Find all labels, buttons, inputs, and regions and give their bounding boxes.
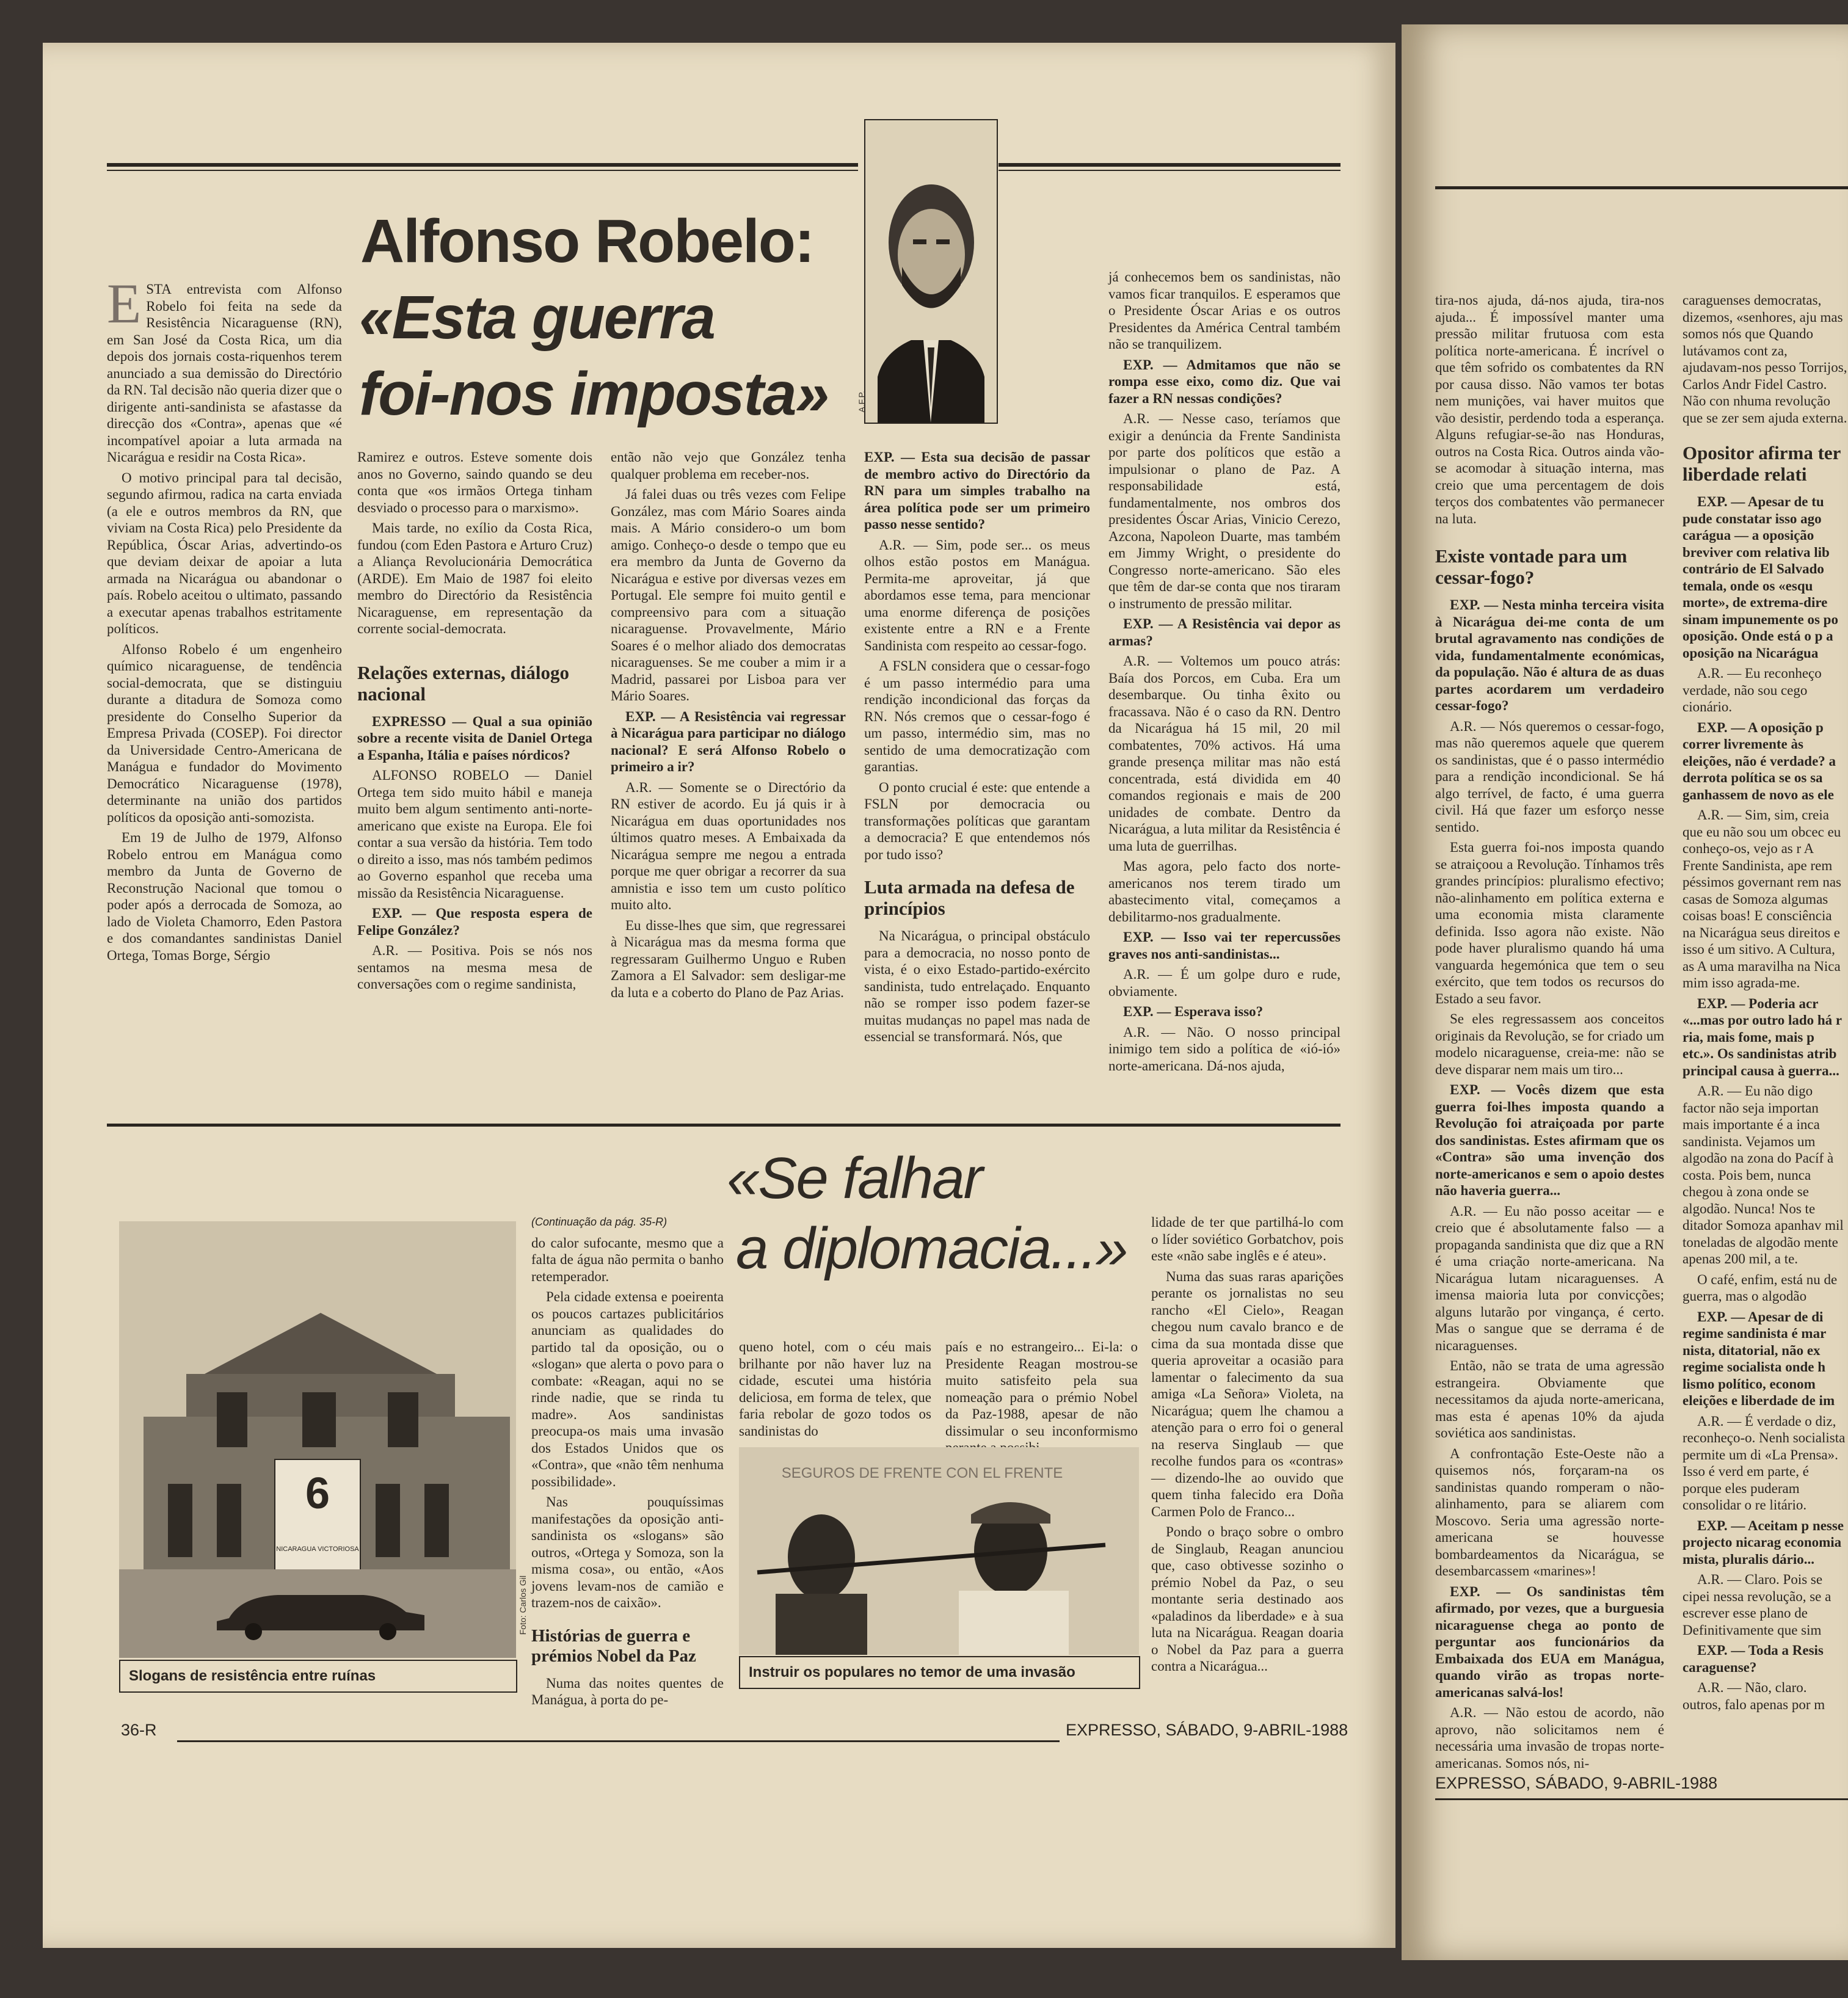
- ruins-photo: [119, 1221, 516, 1658]
- lower-col-a: [531, 1214, 724, 1712]
- lowerD-p3: Pondo o braço sobre o ombro de Singlaub, Reagan anunciou que, caso obtivesse sozinho o prémio Nobel da Paz, o seu montante seria destinado aos «paladinos da liberdade» e à sua luta na Nicarágua. Reagan doaria o Nobel da Paz para a guerra contra a Nicarágua...: [1151, 1524, 1344, 1674]
- r2-q4: EXP. — Apesar de di regime sandinista é mar nista, ditatorial, não ex regime socialista onde h lismo político, econom eleições e liberdade de im: [1682, 1309, 1835, 1408]
- col2-p1: Ramirez e outros. Esteve somente dois anos no Governo, saindo quando se deu conta que «os irmãos Ortega tinham desviado o processo para o marxismo».: [357, 449, 592, 515]
- r2-p1: caraguenses democratas, dizemos, «senhores, aju mas somos nós que Quando lutávamos cont za, ajudavam-nos pesso Torrijos, Carlos Andr Fidel Castro. Não con nhuma revolução que se zer sem ajuda externa.: [1682, 292, 1847, 426]
- headline-line2: «Esta guerra: [359, 283, 715, 352]
- photo2-sign: SEGUROS DE FRENTE CON EL FRENTE: [781, 1465, 1063, 1481]
- col3-p2: Já falei duas ou três vezes com Felipe González, mas com Mário Soares ainda mais. A Mário considero-o um bom amigo. Conheço-o desde o tempo que eu era membro da Junta de Governo da Nicarágua e estive por diversas vezes em Portugal. Ele sempre foi muito gentil e compreensivo para com a situação nicaraguense. Provavelmente, Mário Soares é o melhor aliado dos democratas nicaraguenses. Se me couber a mim ir a Madrid, passarei por Lisboa para ver Mário Soares.: [611, 487, 846, 703]
- r2-q1: EXP. — Apesar de tu pude constatar isso ago carágua — a oposição breviver com relativa lib contrário de El Salvado temala, onde os «esqu morte», de extrema-dire sinam impunemente os po oposição. Onde está o p a oposição na Nicarágua: [1682, 494, 1838, 661]
- bottom-rule-left: [177, 1740, 1060, 1742]
- r2-a4: A.R. — É verdade o diz, reconheço-o. Nenh socialista permite um di «La Prensa». Isso é verd em parte, é porque eles puderam consolidar o re litário.: [1682, 1413, 1846, 1513]
- subhead-opositor: Opositor afirma ter liberdade relati: [1682, 442, 1841, 485]
- right-bottom-rule: [1435, 1798, 1848, 1800]
- r1-p2: Esta guerra foi-nos imposta quando se atraiçoou a Revolução. Tínhamos três grandes princípios: pluralismo efectivo; não-alinhamento em política externa e uma economia mista claramente definida. Isso agora não existe. Não pode haver pluralismo quando há uma vanguarda hegemónica que tem o seu exército, que tem todos os recursos do Estado a seu favor.: [1435, 840, 1664, 1006]
- photo1-caption-text: Slogans de resistência entre ruínas: [129, 1668, 376, 1684]
- lowerA-p3: Nas pouquíssimas manifestações da oposição anti-sandinista os «slogans» são outros, «Ortega y Somoza, son la misma cosa», ou então, «Aos jovens levam-nos de camião e trazem-nos de caixão».: [531, 1494, 724, 1610]
- r1-p1: tira-nos ajuda, dá-nos ajuda, tira-nos ajuda... É impossível manter uma pressão militar frutuosa com esta política norte-americana. É incrível o que têm sofrido os combatentes da RN por causa disso. Não vamos ter botas nem munições, vai haver muitos que vão desistir, perdendo toda a esperança. Alguns refugiar-se-ão nas Honduras, outros na Costa Rica. Outros ainda vão-se acomodar à situação interna, mas creio que uma percentagem de dois terços dos combatentes vão permanecer na luta.: [1435, 292, 1664, 526]
- photo1-credit: Foto: Carlos Gil: [518, 1575, 528, 1635]
- col2-a1: ALFONSO ROBELO — Daniel Ortega tem sido muito hábil e maneja muito bem algum sentimento anti-norte-americano que existe na Europa. Ele foi contar a sua versão da história. Tem todo o direito a isso, mas nós também pedimos ao Governo espanhol que receba uma missão da Resistência Nicaraguense.: [357, 768, 592, 901]
- militia-illustration: [739, 1447, 1139, 1655]
- quote-headline-line2: a diplomacia...»: [736, 1216, 1127, 1281]
- column-2: [357, 449, 592, 997]
- intro-p2: O motivo principal para tal decisão, segundo afirmou, radica na carta enviada (a ele e outros membros da RN, que viviam na Costa Rica) pelo Presidente da República, Óscar Arias, advertindo-os que deviam deixar de apoiar a luta armada na Nicarágua ou abandonar o país. Robelo aceitou o ultimato, passando a executar apenas trabalhos estritamente políticos.: [107, 470, 342, 636]
- r1-q3: EXP. — Os sandinistas têm afirmado, por vezes, que a burguesia nicaraguense chega ao ponto de perguntar aos funcionários da Embaixada dos EUA em Manágua, quando virão as tropas norte-americanas salvá-los!: [1435, 1583, 1664, 1700]
- lower-col-b: [739, 1339, 931, 1443]
- col2-p2: Mais tarde, no exílio da Costa Rica, fundou (com Eden Pastora e Arturo Cruz) a Aliança Revolucionária Democrática (ARDE). Em Maio de 1987 foi eleito membro do Directório da Resistência Nicaraguense, em representação da corrente social-democrata.: [357, 520, 592, 636]
- col4-a1: A.R. — Sim, pode ser... os meus olhos estão postos em Manágua. Permita-me aproveitar, já que abordamos esse tema, para mencionar uma enorme diferença de posições existente entre a RN e a Frente Sandinista com respeito ao cessar-fogo.: [864, 537, 1090, 653]
- lowerA-p4: Numa das noites quentes de Manágua, à porta do pe-: [531, 1675, 724, 1707]
- headline-line1: Alfonso Robelo:: [360, 207, 814, 275]
- r2-q2: EXP. — A oposição p correr livremente às eleições, não é verdade? a derrota política se os sa ganhassem de novo as ele: [1682, 719, 1836, 802]
- col4-p2: A FSLN considera que o cessar-fogo é um passo intermédio para uma rendição incondicional das forças da RN. Nós cremos que o cessar-fogo é um passo, intermédio sim, mas no sentido de uma democratização com garantias.: [864, 658, 1090, 774]
- r1-a1: A.R. — Nós queremos o cessar-fogo, mas não queremos aquele que querem os sandinistas, que é o passo intermédio para a rendição incondicional. Se há algo terrível, de facto, é uma guerra civil. Há que fazer um esforço nesse sentido.: [1435, 718, 1664, 835]
- column-4: [864, 449, 1090, 1049]
- r1-p4: Então, não se trata de uma agressão estrangeira. Obviamente que necessitamos da ajuda norte-americana, mas esta é apenas 10% da ajuda soviética aos sandinistas.: [1435, 1358, 1664, 1440]
- col3-p1: então não vejo que González tenha qualquer problema em receber-nos.: [611, 449, 846, 482]
- r2-a5: A.R. — Claro. Pois se cipei nessa revolução, se a escrever esse plano de Definitivamente que sim: [1682, 1572, 1832, 1638]
- col5-p1: já conhecemos bem os sandinistas, não vamos ficar tranquilos. E esperamos que o Presidente Óscar Arias e os outros Presidentes da América Central também não se tranquilizem.: [1108, 269, 1341, 352]
- r2-q6: EXP. — Toda a Resis caraguense?: [1682, 1643, 1824, 1675]
- r1-p5: A confrontação Este-Oeste não a quisemos nós, forçaram-na os sandinistas quando romperam o não-alinhamento, para se aliarem com Moscovo. Seria uma agressão norte-americana se houvesse bombardeamentos da Nicarágua, se desembarcassem «marines»!: [1435, 1445, 1664, 1578]
- column-3: [611, 449, 846, 1004]
- lowerD-p2: Numa das suas raras aparições perante os jornalistas no seu rancho «El Cielo», Reagan chegou num cavalo branco e de cima da sua montada disse que queria aproveitar a ocasião para lamentar o falecimento da sua amiga «La Señora» Violeta, na Nicarágua; quem lhe chamou a atenção para o erro foi o general na reserva Singlaub — que recolhe fundos para os «contras» — dizendo-lhe ao ouvido que quem tinha falecido era Doña Carmen Polo de Franco...: [1151, 1268, 1344, 1519]
- col2-a2: A.R. — Positiva. Pois se nós nos sentamos na mesma mesa de conversações com o regime sandinista,: [357, 943, 592, 992]
- footer-left: EXPRESSO, SÁBADO, 9-ABRIL-1988: [1066, 1721, 1348, 1739]
- footer-right: EXPRESSO, SÁBADO, 9-ABRIL-1988: [1435, 1774, 1718, 1792]
- col5-q3: EXP. — Isso vai ter repercussões graves nos anti-sandinistas...: [1108, 929, 1341, 962]
- column-5: [1108, 269, 1341, 1078]
- right-column-2: [1682, 292, 1848, 1733]
- intro-p4: Em 19 de Julho de 1979, Alfonso Robelo entrou em Manágua como membro da Junta de Governo de Reconstrução Nacional que tomou o poder após a derrocada de Somoza, ao lado de Violeta Chamorro, Eden Pastora e dos comandantes sandinistas Daniel Ortega, Tomas Borge, Sérgio: [107, 830, 342, 963]
- col5-a1: A.R. — Nesse caso, teríamos que exigir a denúncia da Frente Sandinista por parte dos políticos que estão a impulsionar o plano de Paz. A responsabilidade está, fundamentalmente, nos ombros dos presidentes Óscar Arias, Vinicio Cerezo, Azcona, Napoleon Duarte, mas também em Jimmy Wright, o presidente do Congresso norte-americano. São eles que têm de dar-se conta que nos tiraram o instrumento de pressão militar.: [1108, 411, 1341, 611]
- r2-p2: O café, enfim, está nu de guerra, mas o algodão: [1682, 1271, 1838, 1304]
- r2-a2: A.R. — Sim, sim, creia que eu não sou um obcec eu conheço-os, vejo as r A Frente Sandinista, ape rem péssimos governant rem nas casas de Somoza algumas coisas boas! E consciência na Nicarágua seus direitos e isso é um sitivo. A Cultura, as A uma maravilha na Nica mim isso agrada-me.: [1682, 807, 1841, 990]
- photo2-caption: [739, 1656, 1140, 1689]
- page-number: 36-R: [121, 1721, 157, 1739]
- col2-q1: EXPRESSO — Qual a sua opinião sobre a recente visita de Daniel Ortega a Espanha, Itália e países nórdicos?: [357, 713, 592, 763]
- photo2-caption-text: Instruir os populares no temor de uma invasão: [749, 1664, 1075, 1680]
- portrait-photo: [864, 119, 998, 424]
- intro-paragraph: [107, 272, 342, 466]
- r2-a1: A.R. — Eu reconheço verdade, não sou cego cionário.: [1682, 666, 1822, 714]
- col4-p3: O ponto crucial é este: que entende a FSLN por democracia ou transformações políticas que garantam a democracia? E que entendemos nós por tudo isso?: [864, 779, 1090, 862]
- quote-headline-line1: «Se falhar: [727, 1146, 982, 1211]
- col3-q1: EXP. — A Resistência vai regressar à Nicarágua para participar no diálogo nacional? E será Alfonso Robelo o primeiro a ir?: [611, 708, 846, 774]
- top-rule-left: [107, 163, 858, 167]
- r1-p3: Se eles regressassem aos conceitos originais da Revolução, se for criado um modelo nicaraguense, creia-me: não se deve disparar nem mais um tiro...: [1435, 1011, 1664, 1077]
- right-top-rule: [1435, 186, 1848, 189]
- banner-text: NICARAGUA VICTORIOSA: [276, 1546, 359, 1553]
- col5-a4: A.R. — Não. O nosso principal inimigo tem sido a política de «ió-ió» norte-americana. Dá-nos ajuda,: [1108, 1024, 1341, 1073]
- r2-q3: EXP. — Poderia acr «...mas por outro lado há r ria, mais fome, mais p etc.». Os sandinistas atrib principal causa à guerra...: [1682, 995, 1842, 1078]
- r2-a6: A.R. — Não, claro. outros, falo apenas por m: [1682, 1680, 1825, 1712]
- svg-text:6: 6: [305, 1469, 330, 1518]
- right-column-1: [1435, 292, 1664, 1775]
- col5-q1: EXP. — Admitamos que não se rompa esse eixo, como diz. Que vai fazer a RN nessas condições?: [1108, 357, 1341, 406]
- col2-q2: EXP. — Que resposta espera de Felipe González?: [357, 906, 592, 938]
- lower-col-d: [1151, 1214, 1344, 1679]
- col4-p4: Na Nicarágua, o principal obstáculo para a democracia, no nosso ponto de vista, é o eixo Estado-partido-exército sandinista, tudo entrelaçado. Enquanto não se romper isso podem fazer-se muitas mudanças no papel mas nada de essencial se transformará. Nós, que: [864, 928, 1090, 1044]
- top-rule-right-thin: [999, 170, 1341, 171]
- portrait-illustration: [865, 120, 997, 423]
- r2-q5: EXP. — Aceitam p nesse projecto nicarag economia mista, pluralis dário...: [1682, 1517, 1844, 1567]
- r1-q1: EXP. — Nesta minha terceira visita à Nicarágua dei-me conta de um brutal agravamento nas condições de vida, fundamentalmente económicas, da população. Não é altura de as duas partes acordarem um verdadeiro cessar-fogo?: [1435, 597, 1664, 713]
- r1-q2: EXP. — Vocês dizem que esta guerra foi-lhes imposta quando a Revolução foi atraiçoada por parte dos sandinistas. Estes afirmam que os «Contra» são uma invenção dos norte-americanos e sem o apoio destes não haveria guerra...: [1435, 1082, 1664, 1198]
- lowerA-p1: do calor sufocante, mesmo que a falta de água não permita o banho retemperador.: [531, 1235, 724, 1284]
- col5-p2: Mas agora, pelo facto dos norte-americanos nos terem tirado um abastecimento vital, começamos a debilitarmo-nos gradualmente.: [1108, 859, 1341, 925]
- lowerD-p1: lidade de ter que partilhá-lo com o líder soviético Gorbatchov, pois este «não sabe inglês e é ateu».: [1151, 1215, 1344, 1263]
- dropcap: E: [107, 272, 142, 335]
- r1-a2: A.R. — Eu não posso aceitar — e creio que é absolutamente falso — a propaganda sandinista que diz que a RN é uma criação norte-americana. Na Nicarágua lutam nicaraguenses. A imensa maioria luta por convicções; alguns lutarão por vingança, é certo. Mas o sangue que se derrama é de nicaraguenses.: [1435, 1203, 1664, 1353]
- photo-credit-afp: A.F.P.: [857, 391, 867, 413]
- ruins-illustration: [119, 1221, 516, 1658]
- col3-p3: Eu disse-lhes que sim, que regressarei à Nicarágua mas da mesma forma que regressaram Guilhermo Unguo e Ruben Zamora a El Salvador: sem desligar-me da luta e a coberto do Plano de Paz Arias.: [611, 917, 846, 1000]
- col3-a1: A.R. — Somente se o Directório da RN estiver de acordo. Eu já quis ir à Nicarágua em duas oportunidades nos últimos quatro meses. A Embaixada da Nicarágua sempre me negou a entrada porque me quer obrigar a recorrer da sua amnistia e isso tem um custo político muito alto.: [611, 779, 846, 912]
- r1-a3: A.R. — Não estou de acordo, não aprovo, não solicitamos nem é necessária uma invasão de tropas norte-americanas. Somos nós, ni-: [1435, 1705, 1664, 1771]
- col4-q1: EXP. — Esta sua decisão de passar de membro activo do Directório da RN para um simples trabalho na área política pode ser um primeiro passo nesse sentido?: [864, 449, 1090, 532]
- col5-q2: EXP. — A Resistência vai depor as armas?: [1108, 616, 1341, 648]
- photo1-caption: [119, 1660, 517, 1693]
- lowerB-p1: queno hotel, com o céu mais brilhante por não haver luz na cidade, escutei uma história deliciosa, em forma de telex, que faria rebolar de gozo todos os sandinistas do: [739, 1339, 931, 1439]
- headline-line3: foi-nos imposta»: [359, 360, 829, 428]
- subhead-relacoes: Relações externas, diálogo nacional: [357, 661, 569, 705]
- top-rule-left-thin: [107, 170, 858, 171]
- subhead-historias: Histórias de guerra e prémios Nobel da Paz: [531, 1626, 696, 1666]
- intro-column: [107, 272, 342, 967]
- top-rule-right: [999, 163, 1341, 167]
- lowerC-p1: país e no estrangeiro... Ei-la: o Presidente Reagan mostrou-se muito satisfeito pela sua nomeação para o prémio Nobel da Paz-1988, apesar de não dissimular o seu inconformismo: [945, 1339, 1138, 1439]
- intro-p3: Alfonso Robelo é um engenheiro químico nicaraguense, de tendência social-democrata, que se distinguiu durante a ditadura de Somoza como presidente do Conselho Superior da Empresa Privada (COSEP). Foi director da Universidade Centro-Americana de Manágua e fundador do Movimento Democrático Nicaraguense (1978), determinante na união dos partidos políticos da oposição anti-somozista.: [107, 641, 342, 825]
- subhead-cessar-fogo: Existe vontade para um cessar-fogo?: [1435, 545, 1628, 588]
- r2-a3: A.R. — Eu não digo factor não seja importan mais importante é a inca sandinista. Vejamos um algodão na zona do Pacíf à costa. Pois bem, nunca chegou à zona onde se algodão. Nunca! Nos te ditador Somoza apanhav mil toneladas de algodão mente apenas 200 mil, a te.: [1682, 1083, 1844, 1266]
- lower-col-c: [945, 1339, 1138, 1460]
- col5-a3: A.R. — É um golpe duro e rude, obviamente.: [1108, 967, 1341, 999]
- intro-text: STA entrevista com Alfonso Robelo foi feita na sede da Resistência Nicaraguense (RN), em San José da Costa Rica, um dia depois dos jornais costa-riquenhos terem anunciado a sua demissão do Directório da RN. Tal decisão não queria dizer que o dirigente anti-sandinista se afastasse da direcção dos «Contra», apenas que «é incompatível apoiar a luta armada na Nicarágua e residir na Costa Rica».: [107, 282, 342, 465]
- continuation-note: (Continuação da pág. 35-R): [531, 1216, 668, 1228]
- middle-rule: [107, 1124, 1341, 1127]
- subhead-luta-armada: Luta armada na defesa de princípios: [864, 876, 1075, 919]
- col5-q4: EXP. — Esperava isso?: [1123, 1004, 1264, 1019]
- militia-photo: [739, 1447, 1139, 1655]
- col5-a2: A.R. — Voltemos um pouco atrás: Baía dos Porcos, em Cuba. Era um desembarque. Ou tinha êxito ou fracassava. Não é o caso da RN. Dentro da Nicarágua há 15 mil, 20 mil combatentes, 70% activos. Há uma grande presença militar mas não está concentrada, está dividida em 40 comandos regionais e mais de 200 unidades de combate. Dentro da Nicarágua, a luta militar da Resistência é uma luta de guerrilhas.: [1108, 653, 1341, 854]
- lowerA-p2: Pela cidade extensa e poeirenta os poucos cartazes publicitários anunciam as qualidades do partido tal da oposição, ou o «slogan» que alerta o povo para o combate: «Reagan, aqui no se rinde nadie, que se rinda tu madre». Aos sandinistas preocupa-os mais uma invasão dos Estados Unidos que os «Contra», que «não têm nenhuma possibilidade».: [531, 1289, 724, 1489]
